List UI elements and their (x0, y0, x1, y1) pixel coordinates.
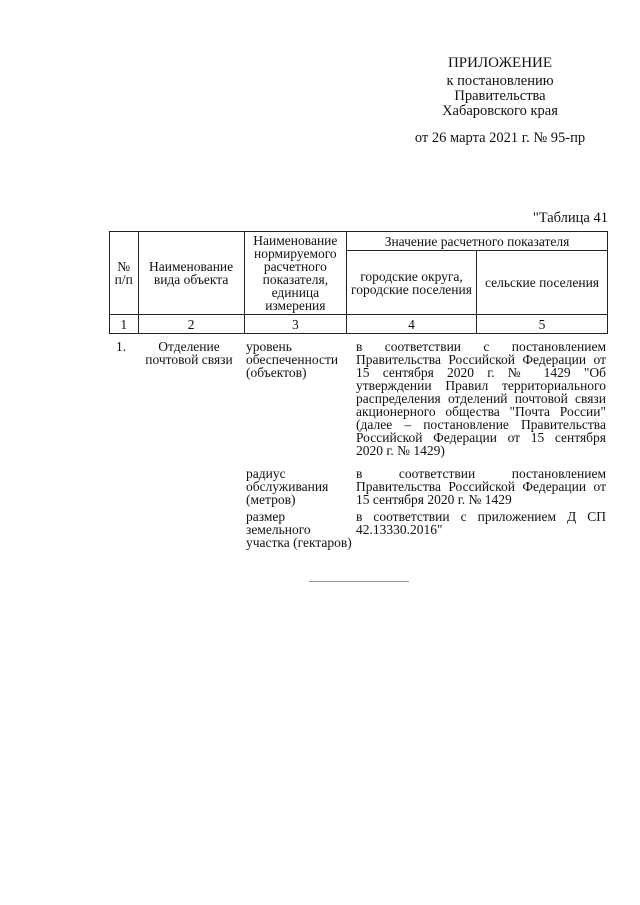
header-line-2: Правительства (454, 88, 546, 104)
col-header-value-group: Значение расчетного показателя (347, 232, 608, 251)
indicator-value: в соответствии с приложением Д СП 42.13330.2016" (356, 509, 606, 537)
col-number-3: 3 (244, 315, 346, 334)
table-label: "Таблица 41 (532, 210, 608, 226)
col-number-5: 5 (477, 315, 608, 334)
table-row (109, 340, 608, 467)
indicator-table-body (109, 340, 608, 555)
indicator-name: размер земельного участка (гектаров) (246, 509, 352, 550)
col-header-num: № п/п (110, 232, 139, 315)
appendix-header (400, 56, 600, 146)
col-header-rural: сельские поселения (477, 251, 608, 315)
end-separator-line (309, 581, 409, 582)
row-number: 1. (115, 339, 127, 354)
indicator-name: радиус обслуживания (метров) (246, 466, 329, 507)
header-line-3: Хабаровского края (442, 103, 558, 119)
col-header-indicator: Наименование нормируемого расчетного показателя, единица измерения (244, 232, 346, 315)
indicator-value: в соответствии постановлением Правительства Российской Федерации от 15 сентября 2020 г. № 1429 (356, 466, 606, 507)
object-type: Отделение почтовой связи (145, 339, 233, 367)
appendix-title: ПРИЛОЖЕНИЕ (447, 55, 553, 71)
col-header-urban: городские округа, городские поселения (347, 251, 477, 315)
header-line-1: к постановлению (446, 73, 554, 89)
indicator-value: в соответствии с постановлением Правительства Российской Федерации от 15 сентября 2020 г. № 1429 "Об утверждении Правил территориального распределения отделений почтовой связи акционерного общества "Почта России" (далее – постановление Правительства Российской Федерации от 15 сентября 2020 г. № 1429) (356, 339, 606, 458)
col-number-4: 4 (347, 315, 477, 334)
col-header-type: Наименование вида объекта (138, 232, 244, 315)
table-row (109, 510, 608, 555)
col-number-1: 1 (110, 315, 139, 334)
table-row (109, 467, 608, 510)
header-date: от 26 марта 2021 г. № 95-пр (414, 130, 586, 146)
indicator-table-header (109, 231, 608, 334)
col-number-2: 2 (138, 315, 244, 334)
indicator-name: уровень обеспеченности (объектов) (246, 339, 339, 380)
